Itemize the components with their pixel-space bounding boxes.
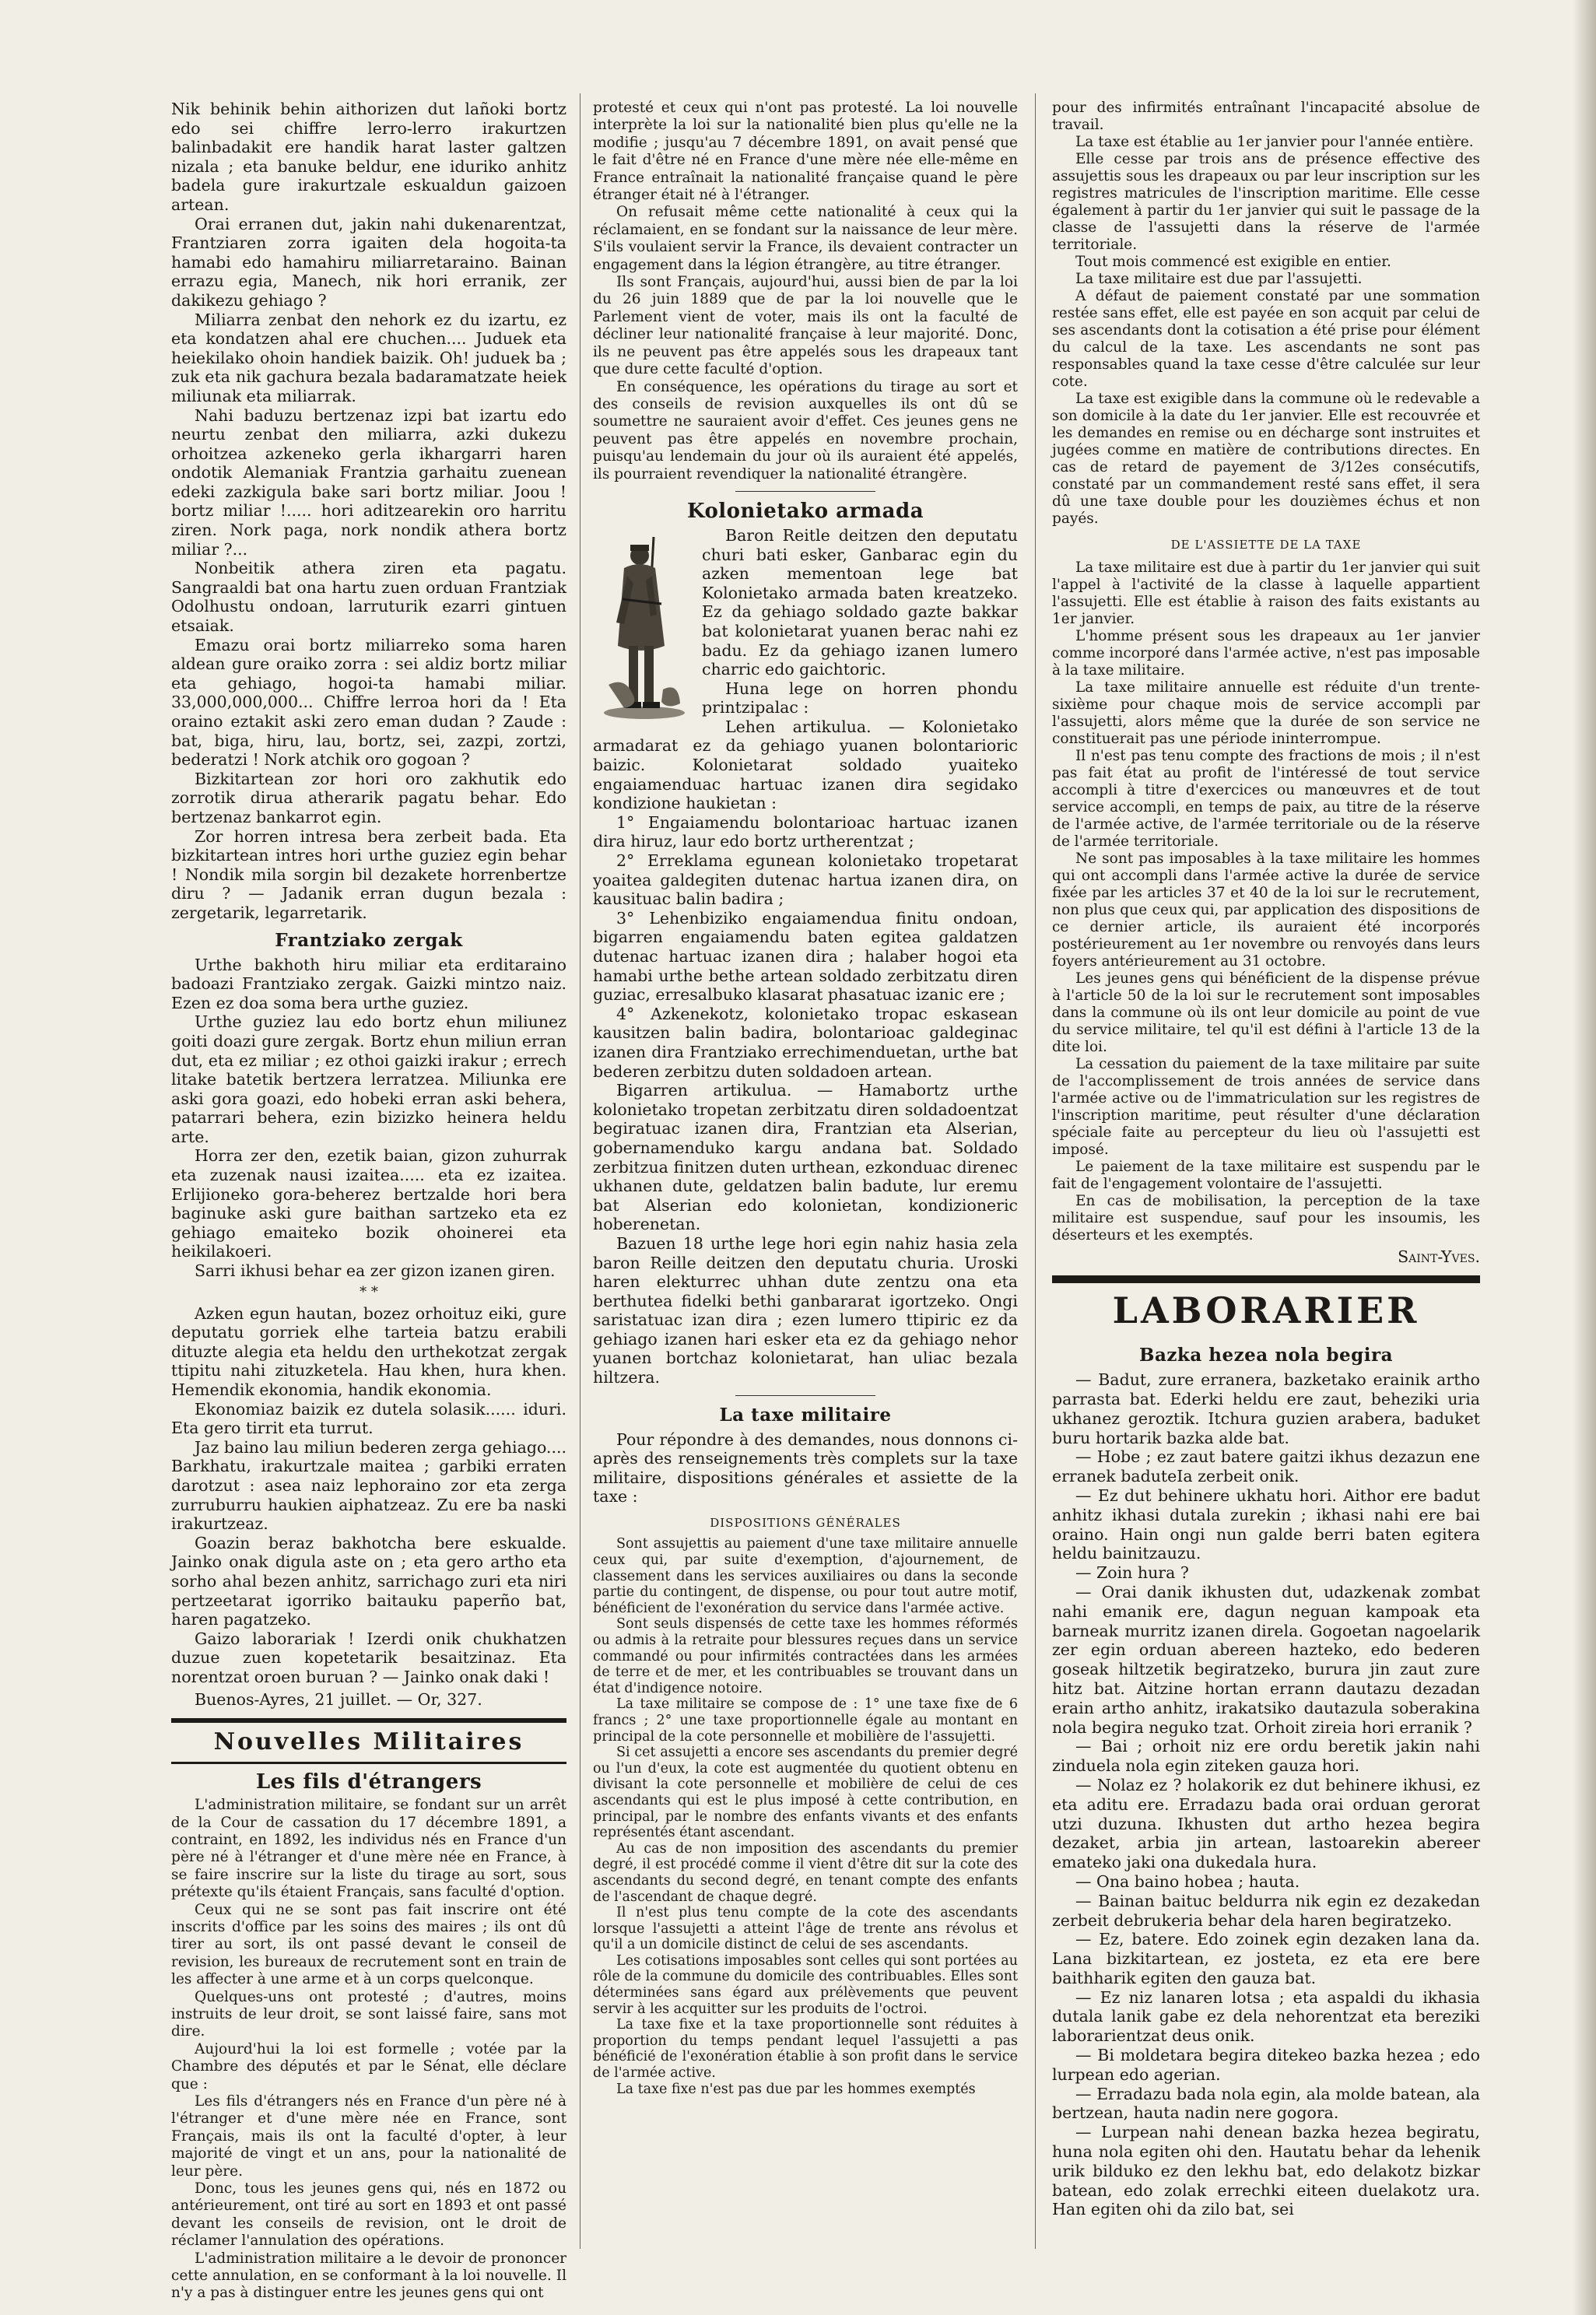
column-rule <box>580 93 581 2249</box>
paragraph: Zor horren intresa bera zerbeit bada. Eta bizkitartean intres hori urthe guziez egin behar ! Nondik mila sorgin bil dezakete horrenbertze diru ? — Jadanik erran dugun bezala : zergetarik, legarretarik. <box>171 826 566 922</box>
paragraph: — Erradazu bada nola egin, ala molde batean, ala bertzean, hauta nadin nere gogora. <box>1052 2084 1480 2123</box>
column-3 <box>1052 100 1480 2278</box>
section-title-bazka-hezea: Bazka hezea nola begira <box>1139 1345 1393 1366</box>
paragraph: Aujourd'hui la loi est formelle ; votée par la Chambre des députés et par le Sénat, elle déclare que : <box>171 2040 566 2092</box>
paragraph: En cas de mobilisation, la perception de la taxe militaire est suspendue, sauf pour les insoumis, les déserteurs et les exemptés. <box>1052 1192 1480 1243</box>
paragraph: Sont assujettis au paiement d'une taxe militaire annuelle ceux qui, par suite d'exemption, d'ajournement, de classement dans les services auxiliaires ou dans la seconde partie du contingent, de dispense, ou pour tout autre motif, bénéficient de l'exonération du service dans l'armée active. <box>593 1536 1018 1616</box>
article-bazka-hezea <box>1052 1370 1480 2219</box>
article-zergak <box>171 956 566 1281</box>
paragraph: 3° Lehenbiziko engaiamendua finitu ondoan, bigarren engaiamendu baten egitea galdatzen dutenac hartuac izanen dira ; halaber hogoi eta hamabi urthe bethe artean soldado zerbitzatu diren guziac, erresalbuko klasarat phasatuac izanic ere ; <box>593 908 1018 1005</box>
paragraph: Bazuen 18 urthe lege hori egin nahiz hasia zela baron Reille deitzen den deputatu churia. Uroski haren elekturrec uhhan dute zentzu ona eta berthutea fidelki bethi ganbararat igortzeko. Ongi saristatuac izan dira ; ezen lumero ttipiric ez da gehiago izanen hari esker eta ez da gehiago nehor yuanen bortchaz kolonietarat, han uliac bezala hiltzera. <box>593 1233 1018 1387</box>
paragraph: Donc, tous les jeunes gens qui, nés en 1872 ou antérieurement, ont tiré au sort en 1893 et ont passé devant les conseils de revision, ont le droit de réclamer l'annulation des opérations. <box>171 2180 566 2250</box>
paragraph: 4° Azkenekotz, kolonietako tropac eskasean kausitzen balin badira, bolontarioac galdeginac izanen dira Frantziako errechimenduetan, urthe bat bederen zerbitzu duten soldadoen artean. <box>593 1004 1018 1081</box>
article-taxe-dispositions <box>593 1536 1018 2097</box>
paragraph: — Bainan baituc beldurra nik egin ez dezakedan zerbeit debrukeria behar dela haren begiratzeko. <box>1052 1891 1480 1930</box>
article-deputatuak <box>171 1304 566 1687</box>
paragraph: Miliarra zenbat den nehork ez du izartu, ez eta kondatzen ahal ere chuchen.... Juduek eta heiekilako ohoin handiek baizik. Oh! juduek ba ; zuk eta nik gachura bezala badaramatzate heiek miliunak eta miliarrak. <box>171 310 566 405</box>
paragraph: La taxe militaire est due à partir du 1er janvier qui suit l'appel à l'activité de la classe à laquelle appartient l'assujetti. Elle est établie à raison des faits existants au 1er janvier. <box>1052 559 1480 627</box>
article-fils-etrangers-cont <box>593 100 1018 483</box>
paragraph: — Ez dut behinere ukhatu hori. Aithor ere badut anhitz ikhasi dutala zurekin ; ikhasi nahi ere bai oraino. Hain ongi nun galde berri baten egitera heldu bainitzauzu. <box>1052 1485 1480 1563</box>
paragraph: Pour répondre à des demandes, nous donnons ci-après des renseignements très complets sur la taxe militaire, dispositions générales et assiette de la taxe : <box>593 1429 1018 1507</box>
column-1 <box>171 100 566 2302</box>
paragraph: Il n'est pas tenu compte des fractions de mois ; il n'est pas fait état au profit de l'intéressé de tout service accompli à titre d'exercices ou manœuvres et de tout service accompli, en temps de paix, au titre de la réserve de l'armée active, de l'armée territoriale ou de la réserve de l'armée territoriale. <box>1052 747 1480 850</box>
paragraph: Ne sont pas imposables à la taxe militaire les hommes qui ont accompli dans l'armée active la durée de service fixée par les articles 37 et 40 de la loi sur le recrutement, non plus que ceux qui, par application des dispositions de ce dernier article, ils auraient été incorporés postérieurement au 1er novembre ou renvoyés dans leurs foyers antérieurement au 31 octobre. <box>1052 850 1480 970</box>
paragraph: Emazu orai bortz miliarreko soma haren aldean gure oraiko zorra : sei aldiz bortz miliar eta gehiago, hogoi-ta hamabi miliar. 33,000,000,000... Chiffre lerroa hori da ! Eta oraino eztakit aski zero eman dudan ? Zaude : bat, biga, hiru, lau, bortz, sei, zazpi, zortzi, bederatzi ! Nork atchik oro gogoan ? <box>171 635 566 770</box>
soldier-figure-icon <box>593 529 694 724</box>
article-taxe-assiette <box>1052 559 1480 1244</box>
paragraph: Sarri ikhusi behar ea zer gizon izanen giren. <box>195 1261 556 1281</box>
paragraph: pour des infirmités entraînant l'incapacité absolue de travail. <box>1052 100 1480 133</box>
paragraph: La cessation du paiement de la taxe militaire par suite de l'accomplissement de trois années de service dans l'armée active ou de l'immatriculation sur les registres de l'inscription maritime, peut résulter d'une déclaration spéciale faite au percepteur du lieu où l'assujetti est imposé. <box>1052 1055 1480 1158</box>
divider <box>735 1395 875 1396</box>
paragraph: Baron Reitle deitzen den deputatu churi bati esker, Ganbarac egin du azken mementoan lege bat Kolonietako armada baten kreatzeko. Ez da gehiago soldado gazte bakkar bat kolonietarat yuanen berac nahi ez badu. Ez da gehiago izanen lumero charric edo gaichtoric. <box>702 525 1018 679</box>
paragraph: Nonbeitik athera ziren eta pagatu. Sangraaldi bat ona hartu zuen orduan Frantziak Odolhustu ondoan, larruturik ezarri gintuen etsaiak. <box>171 559 566 636</box>
paragraph: L'administration militaire a le devoir de prononcer cette annulation, en se conformant à la loi nouvelle. Il n'y a pas à distinguer entre les jeunes gens qui ont <box>171 2250 566 2302</box>
signature: Saint-Yves. <box>1398 1247 1480 1266</box>
paragraph: — Nolaz ez ? holakorik ez dut behinere ikhusi, ez eta aditu ere. Erradazu bada orai orduan gerorat utzi duzuna. Ikhusten dut artho hezea begira dezaket, arbia jin artean, lastoarekin abereer emateko jaki ona dukedala hura. <box>1052 1775 1480 1872</box>
paragraph: Sont seuls dispensés de cette taxe les hommes réformés ou admis à la retraite pour blessures reçues dans un service commandé ou pour infirmités contractées dans les armées de terre et de mer, et les contribuables se trouvant dans un état d'indigence notoire. <box>593 1616 1018 1696</box>
paragraph: La taxe militaire est due par l'assujetti. <box>1075 271 1363 287</box>
paragraph: Nik behinik behin aithorizen dut lañoki bortz edo sei chiffre lerro-lerro irakurtzen balinbadakit ere handik harat laster galtzen nizala ; eta banuke beldur, ene iduriko anhitz badela gure irakurtzale eskualdun gaizoen artean. <box>171 100 566 214</box>
paragraph: Ils sont Français, aujourd'hui, aussi bien de par la loi du 26 juin 1889 que de par la loi nouvelle que le Parlement vient de voter, mais ils ont la faculté de décliner leur nationalité française à leur majorité. Donc, ils ne peuvent pas être appelés sous les drapeaux tant que dure cette faculté d'option. <box>593 274 1018 378</box>
paragraph: Au cas de non imposition des ascendants du premier degré, il est procédé comme il vient d'être dit sur la cote des ascendants du second degré, en tenant compte des enfants de l'ascendant de chaque degré. <box>593 1840 1018 1905</box>
section-title-frantziako-zergak: Frantziako zergak <box>275 929 463 951</box>
paragraph: La taxe militaire annuelle est réduite d'un trente-sixième pour chaque mois de service accompli par l'assujetti, alors même que la durée de son service ne constituerait pas une période ininterrompue. <box>1052 679 1480 747</box>
paragraph: 2° Erreklama egunean kolonietako tropetarat yoaitea galdegiten dutenac hartua izanen dira, on kausituac balin badira ; <box>593 851 1018 909</box>
paragraph: La taxe militaire se compose de : 1° une taxe fixe de 6 francs ; 2° une taxe proportionnelle égale au montant en principal de la cote personnelle et mobilière de l'assujetti. <box>593 1696 1018 1745</box>
subhead-assiette-taxe: DE L'ASSIETTE DE LA TAXE <box>1170 538 1362 552</box>
paragraph: Il n'est plus tenu compte de la cote des ascendants lorsque l'assujetti a atteint l'âge de trente ans révolus et qu'il a un domicile distinct de celui de ses ascendants. <box>593 1905 1018 1953</box>
paragraph: protesté et ceux qui n'ont pas protesté. La loi nouvelle interprète la loi sur la nationalité bien plus qu'elle ne la modifie ; jusqu'au 7 décembre 1891, on avait pensé que le fait d'être né en France d'une mère née elle-même en France entraînait la nationalité française quand le père étranger était né à l'étranger. <box>593 100 1018 204</box>
paragraph: Tout mois commencé est exigible en entier. <box>1075 254 1391 270</box>
paragraph: Si cet assujetti a encore ses ascendants du premier degré ou l'un d'eux, la cote est augmentée du quotient obtenu en divisant la cote personnelle et mobilière de celui de ces ascendants qui est le plus imposé à cette contribution, en principal, par le nombre des enfants vivants et des enfants représentés étant ascendant. <box>593 1745 1018 1841</box>
paragraph: Orai erranen dut, jakin nahi dukenarentzat, Frantziaren zorra igaiten dela hogoita-ta hamabi edo hamahiru miliarretaraino. Bainan errazu egia, Manech, nik hori erranik, zer dakikezu gehiago ? <box>171 214 566 310</box>
paragraph: L'administration militaire, se fondant sur un arrêt de la Cour de cassation du 17 décembre 1891, a contraint, en 1892, les individus nés en France d'un père né à l'étranger et d'une mère née en France, à se faire inscrire sur la liste du tirage au sort, sous prétexte qu'ils étaient Français, sans faculté d'option. <box>171 1797 566 1901</box>
paragraph: Ceux qui ne se sont pas fait inscrire ont été inscrits d'office par les soins des maires ; ils ont dû tirer au sort, ils ont passé devant le conseil de revision, les bureaux de recrutement sont en train de les affecter à une arme et à un corps quelconque. <box>171 1901 566 1988</box>
banner-laborarier: LABORARIER <box>1052 1275 1480 1338</box>
paragraph: — Lurpean nahi denean bazka hezea begiratu, huna nola egiten ohi den. Hautatu behar da lehenik urik bilduko ez den lekhu bat, edo delakotz bizkar batean, edo zolak errechki eiteen duelakotz ura. Han egiten ohi da zilo bat, sei <box>1052 2123 1480 2219</box>
paragraph: — Zoin hura ? <box>1075 1563 1189 1583</box>
paragraph: — Hobe ; ez zaut batere gaitzi ikhus dezazun ene erranek baduteIa zerbeit onik. <box>1052 1447 1480 1486</box>
dateline: Buenos-Ayres, 21 juillet. — Or, 327. <box>195 1689 482 1709</box>
banner-nouvelles-militaires: Nouvelles Militaires <box>171 1718 566 1764</box>
paragraph: A défaut de paiement constaté par une sommation restée sans effet, elle est payée en son acquit par celui de ses ascendants dont la cotisation a été prise pour élément du calcul de la taxe. Les ascendants ne sont pas responsables quand la taxe cesse d'être calculée sur leur cote. <box>1052 288 1480 390</box>
paragraph: Elle cesse par trois ans de présence effective des assujettis sous les drapeaux ou par leur inscription sur les registres matricules de l'inscription maritime. Elle cesse également à partir du 1er janvier qui suit le passage de la classe de l'assujetti dans la réserve de l'armée territoriale. <box>1052 151 1480 253</box>
section-title-taxe-militaire: La taxe militaire <box>719 1404 892 1426</box>
section-title-kolonietako-armada: Kolonietako armada <box>686 499 924 523</box>
paragraph: Urthe guziez lau edo bortz ehun miliunez goiti doazi gure zergak. Bortz ehun miliun erran dut, eta ez miliar ; ez othoi gaizki irakur ; errech litake batetik bertzera lerratzea. Miliunka ere aski gora goazi, edo hobeki erran aski behera, patarrari behera, ezin bizizko heinera heldu arte. <box>171 1012 566 1146</box>
paragraph: Les fils d'étrangers nés en France d'un père né à l'étranger et d'une mère née en France, sont Français, mais ils ont la faculté d'opter, à leur majorité de vingt et un ans, pour la nationalité de leur père. <box>171 2093 566 2180</box>
article-taxe-intro <box>593 1430 1018 1507</box>
paragraph: Les cotisations imposables sont celles qui sont portées au rôle de la commune du domicile des contribuables. Elles sont déterminées sans égard aux prélèvements que peuvent servir à les acquitter sur les produits de l'octroi. <box>593 1952 1018 2017</box>
paragraph: — Orai danik ikhusten dut, udazkenak zombat nahi emanik ere, dagun neguan kampoak eta barneak murritz izanen direla. Gogoetan nagoelarik zer egin orduan abereen hazteko, edo bederen goseak hiltzetik begiratzeko, burura jin zaut zure hitz bat. Aitzine hortan errann dautazu dezadan erain artho anhitz, irakatsiko dautazula soberakina nola begira neguko tzat. Orhoit zireia hori erranik ? <box>1052 1582 1480 1737</box>
article-zorra <box>171 100 566 923</box>
paragraph: Bigarren artikulua. — Hamabortz urthe kolonietako tropetan zerbitzatu diren soldadoentzat begiratuac izanen dira, Frantzian eta Alserian, gobernamenduko kargu andana bat. Soldado zerbitzua finitzen duten urthean, ezkonduac direnec ukhanen dute, geldatzen balin badute, lur eremu bat Alserian edo kolonietan, kondizioneric hoberenetan. <box>593 1081 1018 1234</box>
paragraph: — Badut, zure erranera, bazketako erainik artho parrasta bat. Ederki heldu ere zaut, beheziki uria ukhanez geroztik. Itchura guzien arabera, baduket buru hortarik bazka alde bat. <box>1052 1370 1480 1447</box>
paragraph: Urthe bakhoth hiru miliar eta erditaraino badoazi Frantziako zergak. Gaizki mintzo naiz. Ezen ez doa soma bera urthe guziez. <box>171 955 566 1012</box>
paragraph: — Bi moldetara begira ditekeo bazka hezea ; edo lurpean edo agerian. <box>1052 2046 1480 2084</box>
paragraph: Azken egun hautan, bozez orhoituz eiki, gure deputatu gorriek elhe tarteia batzu erabili dituzte alegia eta heldu den urthekotzat zergak ttipitu nahi zituzketela. Hau khen, hura khen. Hemendik ekonomia, handik ekonomia. <box>171 1303 566 1399</box>
article-taxe-cont <box>1052 100 1480 528</box>
paragraph: — Ona baino hobea ; hauta. <box>1075 1871 1300 1891</box>
paragraph: La taxe fixe et la taxe proportionnelle sont réduites à proportion du temps pendant lequel l'assujetti a pas bénéficié de l'exonération établie à son profit dans le service de l'armée active. <box>593 2017 1018 2082</box>
soldier-illustration <box>593 529 694 724</box>
paragraph: — Bai ; orhoit niz ere ordu beretik jakin nahi zinduela nola egin ziteken gauza hori. <box>1052 1737 1480 1776</box>
paragraph: — Ez niz lanaren lotsa ; eta aspaldi du ikhasia dutala lanik gabe ez dela nehorentzat eta bereziki laborarientzat deus onik. <box>1052 1987 1480 2046</box>
paragraph: 1° Engaiamendu bolontarioac hartuac izanen dira hiruz, laur edo bortz urtherentzat ; <box>593 812 1018 851</box>
paragraph: Le paiement de la taxe militaire est suspendu par le fait de l'engagement volontaire de l'assujetti. <box>1052 1158 1480 1192</box>
subhead-dispositions-generales: DISPOSITIONS GÉNÉRALES <box>710 1516 901 1531</box>
paragraph: Quelques-uns ont protesté ; d'autres, moins instruits de leur droit, se sont laissé faire, sans mot dire. <box>171 1988 566 2040</box>
paragraph: — Ez, batere. Edo zoinek egin dezaken lana da. Lana bizkitartean, ez josteta, ez eta ere bere baithharik egiten den gauza bat. <box>1052 1930 1480 1987</box>
paragraph: Ekonomiaz baizik ez dutela solasik...... iduri. Eta gero tirrit eta turrut. <box>171 1399 566 1438</box>
paragraph: En conséquence, les opérations du tirage au sort et des conseils de revision auxquelles ils ont dû se soumettre ne sauraient avoir d'effet. Ces jeunes gens ne peuvent pas être appelés en novembre prochain, puisqu'au lendemain du jour où ils auraient été appelés, ils pourraient revendiquer la nationalité étrangère. <box>593 378 1018 482</box>
paragraph: On refusait même cette nationalité à ceux qui la réclamaient, en se fondant sur la naissance de leur mère. S'ils voulaient servir la France, ils devaient contracter un engagement dans la légion étrangère, au titre étranger. <box>593 204 1018 273</box>
paragraph: L'homme présent sous les drapeaux au 1er janvier comme incorporé dans l'armée active, n'est pas imposable à la taxe militaire. <box>1052 627 1480 679</box>
divider <box>735 491 875 492</box>
paragraph: La taxe est exigible dans la commune où le redevable a son domicile à la date du 1er janvier. Elle est recouvrée et les demandes en remise ou en décharge sont instruites et jugées comme en matière de contributions directes. En cas de retard de payement de 3/12es consécutifs, constaté par un commandement resté sans effet, il sera dû une taxe double pour les douzièmes échus et non payés. <box>1052 391 1480 527</box>
paragraph: Nahi baduzu bertzenaz izpi bat izartu edo neurtu zenbat den miliarra, azki dukezu orhoitzea azkeneko gerla ikhargarri haren ondotik Alemaniak Frantzia garhaitu zuenean edeki zazkigula bake sari bortz miliar. Joou ! bortz miliar !..... hori aditzearekin oro harritu ziren. Nork paga, nork nondik athera bortz miliar ?... <box>171 405 566 559</box>
paragraph: Gaizo laborariak ! Izerdi onik chukhatzen duzue zuen kopetetarik besaitzinaz. Eta norentzat oroen buruan ? — Jainko onak daki ! <box>171 1629 566 1686</box>
paragraph: La taxe fixe n'est pas due par les hommes exemptés <box>616 2081 976 2097</box>
article-kolonietako-armada <box>593 526 1018 1387</box>
paragraph: Bizkitartean zor hori oro zakhutik edo zorrotik dirua atherarik pagatu behar. Edo bertzenaz bankarrot egin. <box>171 769 566 826</box>
paragraph: Les jeunes gens qui bénéficient de la dispense prévue à l'article 50 de la loi sur le recrutement sont imposables dans la commune où ils ont leur domicile au point de vue du service militaire, tel qu'il est défini à l'article 13 de la dite loi. <box>1052 970 1480 1055</box>
section-title-fils-etrangers: Les fils d'étrangers <box>255 1770 482 1794</box>
page-edge-shadow <box>1573 0 1596 2315</box>
paragraph: Huna lege on horren phondu printzipalac : <box>702 679 1018 717</box>
column-2 <box>593 100 1018 2278</box>
article-fils-etrangers <box>171 1797 566 2303</box>
paragraph: Goazin beraz bakhotcha bere eskualde. Jainko onak digula aste on ; eta gero artho eta sorho ahal bezen anhitz, sarrichago zuri eta niri pertzeetarat igorriko baitauku paperño bat, haren pagatzeko. <box>171 1533 566 1629</box>
paragraph: Jaz baino lau miliun bederen zerga gehiago.... Barkhatu, irakurtzale maitea ; garbiki erraten darotzut : asea naiz lephoraino zor eta zerga zurruburru haukien aiphatzeaz. Zu ere ba naski irakurtzeaz. <box>171 1437 566 1534</box>
section-separator-stars: * * <box>360 1283 378 1300</box>
paragraph: Lehen artikulua. — Kolonietako armadarat ez da gehiago yuanen bolontarioric baizic. Kolonietarat soldado yuaiteko engaiamenduac hartuac izanen dira segidako kondizione haukietan : <box>593 717 1018 813</box>
paragraph: La taxe est établie au 1er janvier pour l'année entière. <box>1075 134 1474 150</box>
paragraph: Horra zer den, ezetik baian, gizon zuhurrak eta zuzenak nausi izaitea..... eta ez izaitea. Erlijioneko gora-beherez bertzalde hori bera baginuke aski gure baithan sartzeko eta ez gehiago emaiteko bozik ohoinerei eta heikilakoeri. <box>171 1146 566 1261</box>
column-rule <box>1035 93 1036 2249</box>
